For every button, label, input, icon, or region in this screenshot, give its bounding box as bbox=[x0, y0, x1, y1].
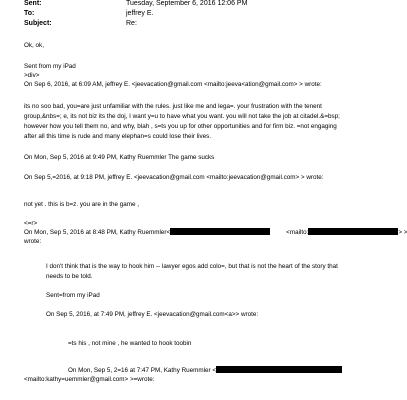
redaction-bar bbox=[170, 228, 270, 235]
redaction-bar bbox=[308, 228, 398, 235]
body-line: needs to be told. bbox=[46, 273, 93, 280]
body-line: not yet . this is b=z. you are in the game , bbox=[24, 201, 139, 208]
body-line: <=r> bbox=[24, 220, 38, 227]
subject-label: Subject: bbox=[24, 20, 52, 27]
to-value: jeffrey E. bbox=[126, 10, 154, 17]
subject-value: Re: bbox=[126, 20, 137, 27]
body-line: after all this time is rude and many elephan=s could lose their lives. bbox=[24, 133, 212, 140]
body-text: > > bbox=[398, 229, 407, 236]
body-line: On Mon, Sep 5, 2016 at 9:49 PM, Kathy Ruemmler The game sucks bbox=[24, 154, 215, 161]
body-text: On Mon, Sep 5, 2016 at 8:48 PM, Kathy Ruemmler< bbox=[24, 229, 171, 236]
to-label: To: bbox=[24, 10, 35, 17]
body-line: On Sep 6, 2016, at 6:09 AM, jeffrey E. <jeevacation@gmail.com <mailto:jeeva<ation@gmail.com> > wrote: bbox=[24, 81, 322, 88]
body-line: Sent=from my iPad bbox=[46, 292, 100, 299]
body-line-redacted bbox=[24, 228, 407, 237]
body-line: On Sep 5,=2016, at 9:18 PM, jeffrey E. <jeevacation@gmail.com <mailto:jeevacation@gmail.com> > wrote: bbox=[24, 174, 324, 181]
body-text: <mailto: bbox=[286, 229, 309, 236]
body-line: wrote: bbox=[24, 238, 42, 245]
body-line: I don't think that is the way to hook him -- lawyer egos add colo=, but that is not the heart of the story that bbox=[46, 263, 338, 270]
body-line: Ok, ok, bbox=[24, 42, 44, 49]
body-line: its no soo bad, you=are just unfamiliar with the rules. just like me and lega=. your frustration with the tenent bbox=[24, 103, 322, 110]
body-line: however how you tell them no, and why, blah , s=ts you up for other opportunities and for firm biz. =not engaging bbox=[24, 123, 337, 130]
sent-value: Tuesday, September 6, 2016 12:06 PM bbox=[126, 0, 248, 7]
body-line: group,&nbs=; e, its not biz its the doj, I want y=u to have what you want. you will not take the job at citadel.&=bsp; bbox=[24, 113, 340, 120]
redaction-bar bbox=[216, 366, 342, 373]
body-line: >div> bbox=[24, 72, 40, 79]
body-line: Sent from my iPad bbox=[24, 63, 76, 70]
sent-label: Sent: bbox=[24, 0, 42, 7]
body-line: <mailto:kathy=uemmler@gmail.com> >=wrote: bbox=[24, 376, 155, 383]
body-text: On Mon, Sep 5, 2=16 at 7:47 PM, Kathy Ruemmler < bbox=[68, 367, 217, 374]
body-line-redacted bbox=[68, 366, 342, 375]
body-line: =ts his , not mine , he wanted to hook toobin bbox=[68, 340, 192, 347]
body-line: On Sep 5, 2016, at 7:49 PM, jeffrey E. <jeevacation@gmail.com<a>> wrote: bbox=[46, 311, 259, 318]
